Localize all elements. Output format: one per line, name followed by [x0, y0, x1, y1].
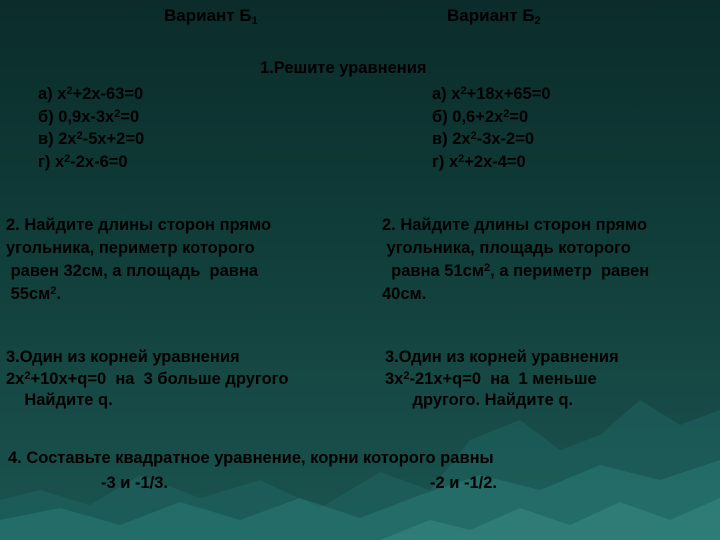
line-text: угольника, периметр которого — [6, 239, 255, 257]
text-line — [6, 347, 288, 369]
line-text-tail: -3х-2=0 — [476, 130, 535, 148]
line-text: б) 0,9х-3х — [38, 107, 115, 126]
text-line — [382, 283, 649, 306]
exponent: 2 — [503, 107, 510, 120]
line-text-tail: +2х-63=0 — [72, 85, 144, 103]
task1-title: 1.Решите уравнения — [260, 59, 427, 77]
exponent: 2 — [458, 152, 465, 165]
line-text-tail: +10х+q=0 на 3 больше другого — [30, 369, 289, 388]
line-text: в) 2х — [432, 130, 471, 148]
line-text: равен 32см, а площадь равна — [6, 262, 259, 280]
line-text: б) 0,6+2х — [432, 107, 504, 126]
exponent: 2 — [114, 107, 121, 120]
variant-b1-label: Вариант Б — [164, 6, 252, 25]
line-text: г) х — [432, 152, 459, 171]
line-text: 3.Один из корней уравнения — [385, 348, 619, 366]
variant-b1-subscript: 1 — [251, 15, 258, 27]
text-line — [6, 390, 288, 412]
line-text: 2х — [6, 369, 25, 388]
exponent: 2 — [24, 369, 31, 382]
line-text-tail: +18х+65=0 — [466, 85, 551, 103]
line-text: угольника, площадь которого — [382, 239, 631, 257]
exponent: 2 — [484, 262, 491, 274]
text-line — [38, 128, 144, 151]
exponent: 2 — [76, 130, 83, 142]
exponent: 2 — [50, 285, 57, 297]
task1-left-equations — [38, 83, 144, 173]
line-text: 3.Один из корней уравнения — [6, 348, 240, 366]
exponent: 2 — [64, 152, 71, 165]
line-text: г) х — [38, 152, 65, 171]
task1-right-equations — [432, 83, 551, 173]
text-line — [385, 347, 619, 369]
line-text-tail: =0 — [120, 107, 140, 126]
exponent: 2 — [403, 369, 410, 382]
variant-b2-subscript: 2 — [534, 15, 541, 27]
task2-left — [6, 214, 271, 306]
line-text: Найдите q. — [6, 391, 113, 409]
text-line — [432, 83, 551, 106]
line-text: а) х — [432, 85, 461, 103]
text-line — [432, 151, 551, 174]
task3-right — [385, 347, 619, 412]
text-line — [6, 237, 271, 260]
line-text: 2. Найдите длины сторон прямо — [382, 216, 648, 234]
task3-left — [6, 347, 288, 412]
text-line — [432, 128, 551, 151]
exponent: 2 — [470, 130, 477, 142]
exponent: 2 — [66, 85, 73, 97]
line-text: 40см. — [382, 285, 427, 303]
variant-b1-header — [164, 6, 258, 26]
text-line — [38, 151, 144, 174]
line-text: а) х — [38, 85, 67, 103]
text-line — [6, 214, 271, 237]
text-line — [385, 369, 619, 391]
line-text: в) 2х — [38, 130, 77, 148]
exponent: 2 — [460, 85, 467, 97]
line-text-tail: =0 — [509, 107, 529, 126]
line-text-tail: . — [56, 285, 62, 303]
line-text: 55см — [6, 285, 51, 303]
line-text: 3х — [385, 369, 404, 388]
text-line — [432, 106, 551, 129]
text-line — [38, 83, 144, 106]
line-text-tail: -2х-6=0 — [70, 152, 128, 171]
text-line — [6, 369, 288, 391]
text-line — [6, 260, 271, 283]
task4-right-roots: -2 и -1/2. — [430, 474, 497, 492]
task4-left-roots: -3 и -1/3. — [101, 474, 168, 492]
line-text-tail: -5х+2=0 — [82, 130, 145, 148]
text-line — [382, 260, 649, 283]
variant-b2-label: Вариант Б — [447, 6, 535, 25]
line-text-tail: , а периметр равен — [490, 262, 650, 280]
line-text: другого. Найдите q. — [385, 391, 574, 409]
line-text-tail: -21х+q=0 на 1 меньше — [409, 369, 597, 388]
text-line — [385, 390, 619, 412]
text-line — [6, 283, 271, 306]
line-text: 2. Найдите длины сторон прямо — [6, 216, 272, 234]
variant-b2-header — [447, 6, 541, 26]
text-line — [382, 214, 649, 237]
line-text: равна 51см — [382, 262, 485, 280]
task4-title: 4. Составьте квадратное уравнение, корни которого равны — [8, 449, 494, 467]
line-text-tail: +2х-4=0 — [464, 152, 526, 171]
text-line — [38, 106, 144, 129]
task2-right — [382, 214, 649, 306]
text-line — [382, 237, 649, 260]
